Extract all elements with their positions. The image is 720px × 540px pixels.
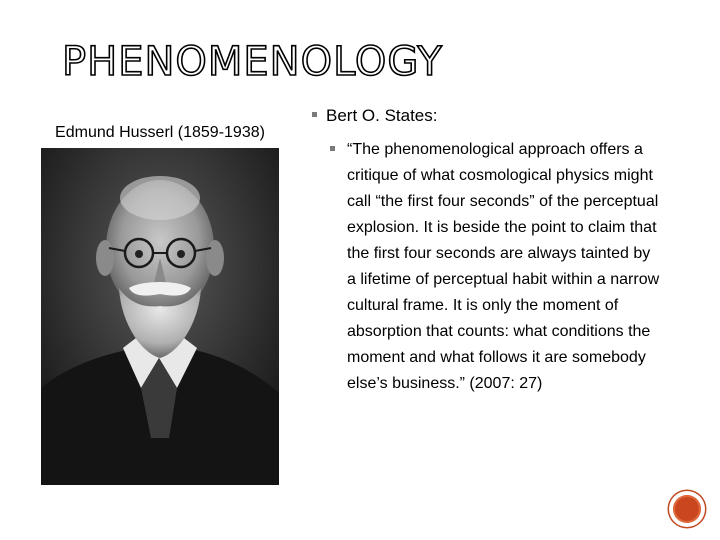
portrait-photo [41, 148, 279, 485]
next-slide-ring [673, 495, 701, 523]
square-bullet-icon [312, 112, 317, 117]
photo-caption: Edmund Husserl (1859-1938) [55, 124, 265, 141]
bullet-speaker [312, 106, 438, 126]
next-slide-icon[interactable] [669, 491, 705, 527]
quote-text: “The phenomenological approach offers a critique of what cosmological physics might call “the first four seconds” of the perceptual explosion. It is beside the point to claim that the first four seconds are always tainted by a lifetime of perceptual habit within a narrow cultural frame. It is only the moment of absorption that counts: what conditions the moment and what follows it are somebody else’s business.” (2007: 27) [347, 141, 660, 392]
bullet-quote [330, 137, 660, 397]
slide-title: PHENOMENOLOGY [62, 39, 443, 85]
bullet-speaker-text: Bert O. States: [326, 106, 438, 125]
square-bullet-icon [330, 146, 335, 151]
